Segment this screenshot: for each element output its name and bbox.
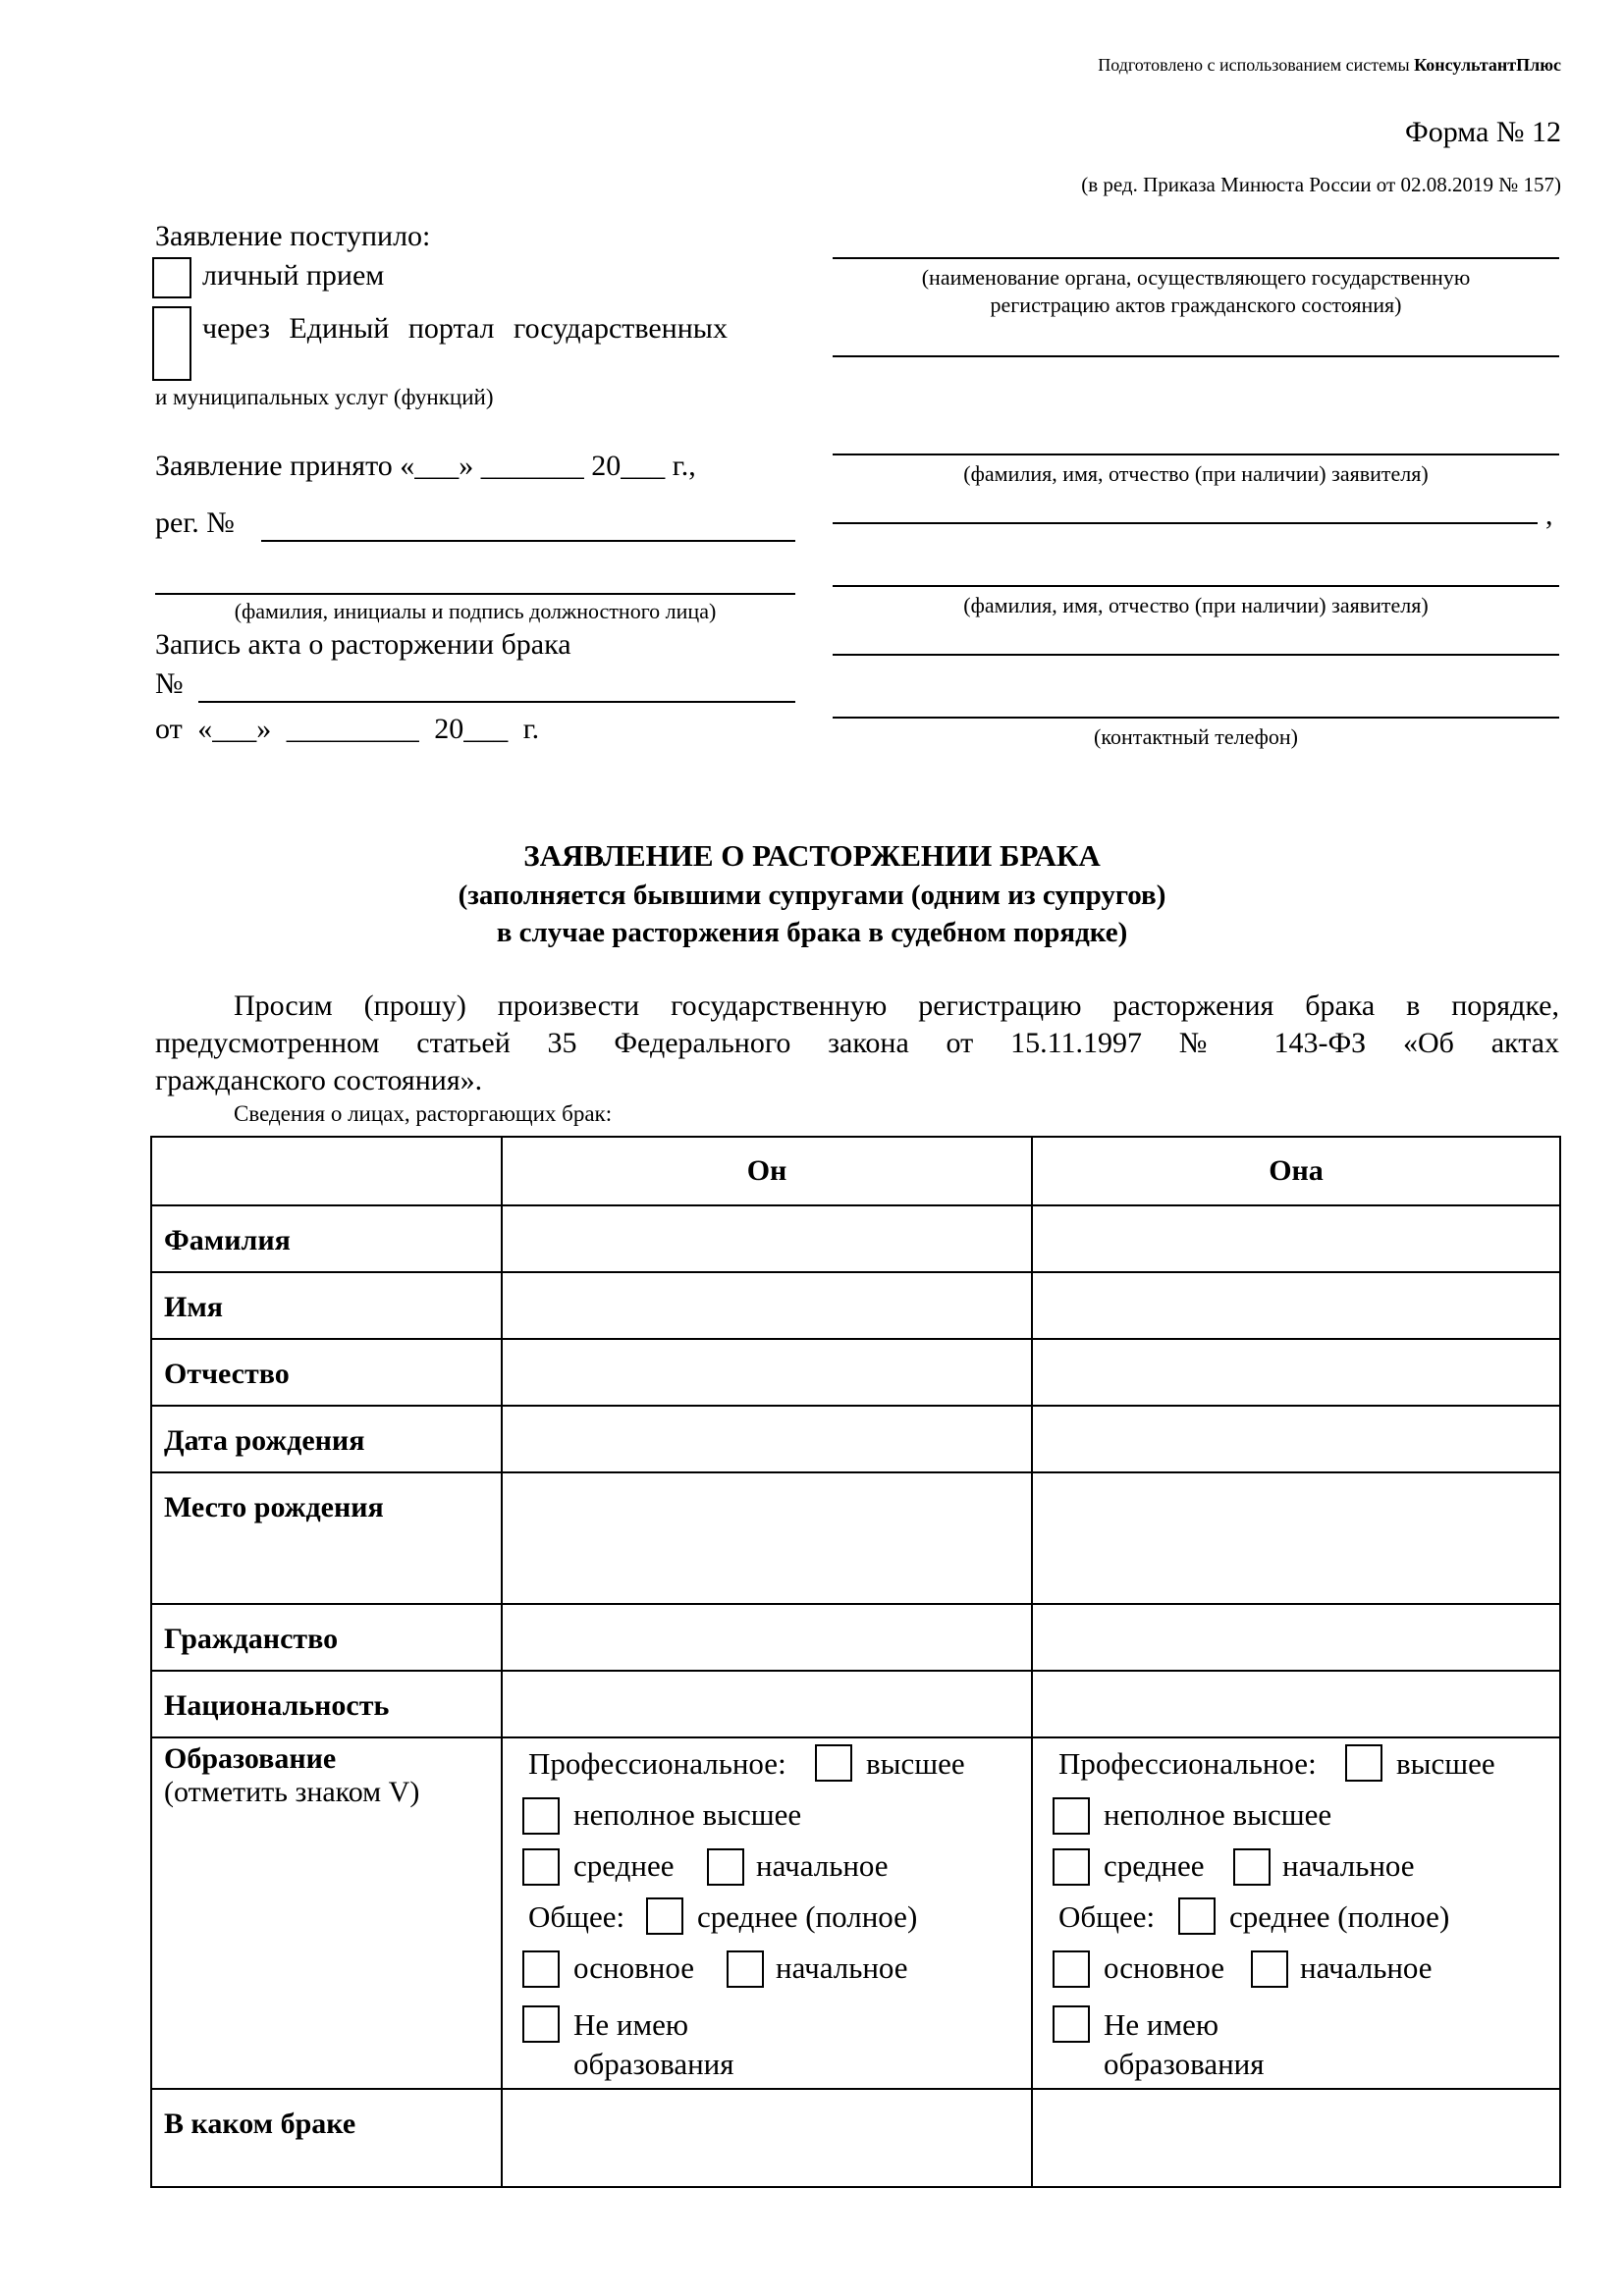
she-higher-checkbox[interactable] bbox=[1345, 1744, 1382, 1782]
row-label-birth-date: Дата рождения bbox=[151, 1406, 502, 1472]
he-primary-label: начальное bbox=[756, 1848, 889, 1883]
row-label-surname: Фамилия bbox=[151, 1205, 502, 1272]
document-subtitle-1: (заполняется бывшими супругами (одним из супругов) bbox=[458, 880, 1166, 911]
document-subtitle-2: в случае расторжения брака в судебном порядке) bbox=[496, 917, 1128, 948]
official-signature-line[interactable] bbox=[155, 593, 795, 595]
column-she: Она bbox=[1032, 1137, 1560, 1205]
table-header-row bbox=[151, 1137, 1560, 1205]
she-basic-checkbox[interactable] bbox=[1053, 1950, 1090, 1988]
she-name-cell[interactable] bbox=[1032, 1272, 1560, 1339]
record-number-line[interactable] bbox=[198, 701, 795, 703]
phone-line[interactable] bbox=[833, 717, 1559, 719]
row-label-nationality: Национальность bbox=[151, 1671, 502, 1737]
he-general-primary-label: начальное bbox=[776, 1950, 908, 1985]
she-secondary-full-checkbox[interactable] bbox=[1178, 1897, 1216, 1935]
header-empty bbox=[151, 1137, 502, 1205]
she-education-options bbox=[1033, 1738, 1559, 2087]
record-label: Запись акта о расторжении брака bbox=[155, 628, 571, 661]
she-basic-label: основное bbox=[1104, 1950, 1224, 1985]
he-incomplete-higher-label: неполное высшее bbox=[573, 1797, 802, 1832]
applicant-caption-2: (фамилия, имя, отчество (при наличии) заявителя) bbox=[963, 593, 1429, 617]
he-general-label: Общее: bbox=[528, 1899, 625, 1934]
row-label-citizenship: Гражданство bbox=[151, 1604, 502, 1671]
phone-caption: (контактный телефон) bbox=[1094, 724, 1298, 749]
he-incomplete-higher-checkbox[interactable] bbox=[522, 1797, 560, 1835]
education-note: (отметить знаком V) bbox=[164, 1776, 420, 1808]
he-education-options bbox=[503, 1738, 1031, 2087]
he-none-label-2: образования bbox=[573, 2047, 734, 2081]
table-row bbox=[151, 1406, 1560, 1472]
he-secondary-checkbox[interactable] bbox=[522, 1848, 560, 1886]
he-birth-date-cell[interactable] bbox=[502, 1406, 1032, 1472]
he-general-primary-checkbox[interactable] bbox=[727, 1950, 764, 1988]
row-label-education-cell bbox=[151, 1737, 502, 2089]
edition-note: (в ред. Приказа Минюста России от 02.08.2019 № 157) bbox=[1081, 173, 1561, 196]
row-label-marriage: В каком браке bbox=[151, 2089, 502, 2187]
row-label-education: Образование bbox=[164, 1742, 337, 1775]
row-label-birth-place: Место рождения bbox=[151, 1472, 502, 1604]
prepared-brand: КонсультантПлюс bbox=[1414, 55, 1561, 75]
option-personal: личный прием bbox=[202, 259, 385, 292]
he-professional-label: Профессиональное: bbox=[528, 1746, 786, 1781]
he-nationality-cell[interactable] bbox=[502, 1671, 1032, 1737]
he-higher-label: высшее bbox=[866, 1746, 965, 1781]
table-row bbox=[151, 1472, 1560, 1604]
official-caption: (фамилия, инициалы и подпись должностного лица) bbox=[234, 599, 717, 623]
he-primary-checkbox[interactable] bbox=[707, 1848, 744, 1886]
record-date-label: от «___» _________ 20___ г. bbox=[155, 713, 540, 745]
he-secondary-full-label: среднее (полное) bbox=[697, 1899, 918, 1934]
he-secondary-label: среднее bbox=[573, 1848, 675, 1883]
body-line-3: гражданского состояния». bbox=[155, 1064, 483, 1096]
table-row bbox=[151, 1604, 1560, 1671]
row-label-patronymic: Отчество bbox=[151, 1339, 502, 1406]
he-basic-label: основное bbox=[573, 1950, 694, 1985]
she-patronymic-cell[interactable] bbox=[1032, 1339, 1560, 1406]
table-row bbox=[151, 1339, 1560, 1406]
she-marriage-cell[interactable] bbox=[1032, 2089, 1560, 2187]
she-secondary-full-label: среднее (полное) bbox=[1229, 1899, 1450, 1934]
he-patronymic-cell[interactable] bbox=[502, 1339, 1032, 1406]
she-incomplete-higher-label: неполное высшее bbox=[1104, 1797, 1332, 1832]
she-surname-cell[interactable] bbox=[1032, 1205, 1560, 1272]
he-none-checkbox[interactable] bbox=[522, 2005, 560, 2043]
persons-label: Сведения о лицах, расторгающих брак: bbox=[234, 1101, 613, 1126]
row-label-name: Имя bbox=[151, 1272, 502, 1339]
she-birth-date-cell[interactable] bbox=[1032, 1406, 1560, 1472]
organ-caption-1: (наименование органа, осуществляющего государственную bbox=[921, 265, 1471, 290]
he-citizenship-cell[interactable] bbox=[502, 1604, 1032, 1671]
he-higher-checkbox[interactable] bbox=[815, 1744, 852, 1782]
body-line-1: Просим (прошу) произвести государственную регистрацию расторжения брака в порядке, bbox=[234, 989, 1559, 1022]
organ-line-2[interactable] bbox=[833, 355, 1559, 357]
he-education-cell bbox=[502, 1737, 1032, 2089]
he-name-cell[interactable] bbox=[502, 1272, 1032, 1339]
reg-label: рег. № bbox=[155, 507, 235, 539]
he-secondary-full-checkbox[interactable] bbox=[646, 1897, 683, 1935]
she-none-label-2: образования bbox=[1104, 2047, 1265, 2081]
document-title: ЗАЯВЛЕНИЕ О РАСТОРЖЕНИИ БРАКА bbox=[523, 838, 1101, 873]
prepared-note bbox=[1098, 55, 1561, 76]
table-row bbox=[151, 1737, 1560, 2089]
applicant-line-2[interactable] bbox=[833, 522, 1538, 524]
organ-caption-2: регистрацию актов гражданского состояния) bbox=[990, 293, 1402, 317]
she-secondary-label: среднее bbox=[1104, 1848, 1205, 1883]
he-basic-checkbox[interactable] bbox=[522, 1950, 560, 1988]
reg-number-line[interactable] bbox=[261, 540, 795, 542]
portal-checkbox[interactable] bbox=[152, 306, 191, 381]
he-marriage-cell[interactable] bbox=[502, 2089, 1032, 2187]
organ-line-1[interactable] bbox=[833, 257, 1559, 259]
she-general-primary-checkbox[interactable] bbox=[1251, 1950, 1288, 1988]
she-birth-place-cell[interactable] bbox=[1032, 1472, 1560, 1604]
she-primary-checkbox[interactable] bbox=[1233, 1848, 1271, 1886]
persons-table bbox=[150, 1136, 1561, 2188]
applicant-caption-1: (фамилия, имя, отчество (при наличии) заявителя) bbox=[963, 461, 1429, 486]
she-professional-label: Профессиональное: bbox=[1058, 1746, 1317, 1781]
she-nationality-cell[interactable] bbox=[1032, 1671, 1560, 1737]
she-education-cell bbox=[1032, 1737, 1560, 2089]
he-surname-cell[interactable] bbox=[502, 1205, 1032, 1272]
prepared-prefix: Подготовлено с использованием системы bbox=[1098, 55, 1415, 75]
form-number: Форма № 12 bbox=[1405, 116, 1561, 148]
applicant-line-4[interactable] bbox=[833, 654, 1559, 656]
table-row bbox=[151, 1272, 1560, 1339]
option-portal-cont: и муниципальных услуг (функций) bbox=[155, 385, 494, 409]
she-none-label-1: Не имею bbox=[1104, 2007, 1219, 2042]
she-primary-label: начальное bbox=[1282, 1848, 1415, 1883]
applicant-comma: , bbox=[1545, 499, 1553, 531]
she-general-label: Общее: bbox=[1058, 1899, 1156, 1934]
accepted-label: Заявление принято «___» _______ 20___ г., bbox=[155, 450, 696, 482]
table-row bbox=[151, 2089, 1560, 2187]
body-line-2: предусмотренном статьей 35 Федерального закона от 15.11.1997 № 143-ФЗ «Об актах bbox=[155, 1027, 1559, 1059]
he-birth-place-cell[interactable] bbox=[502, 1472, 1032, 1604]
she-general-primary-label: начальное bbox=[1300, 1950, 1433, 1985]
she-none-checkbox[interactable] bbox=[1053, 2005, 1090, 2043]
table-row bbox=[151, 1205, 1560, 1272]
option-portal: через Единый портал государственных bbox=[202, 312, 728, 345]
he-none-label-1: Не имею bbox=[573, 2007, 689, 2042]
she-incomplete-higher-checkbox[interactable] bbox=[1053, 1797, 1090, 1835]
applicant-line-3[interactable] bbox=[833, 585, 1559, 587]
applicant-line-1[interactable] bbox=[833, 454, 1559, 455]
record-number-label: № bbox=[155, 667, 184, 700]
table-row bbox=[151, 1671, 1560, 1737]
received-label: Заявление поступило: bbox=[155, 220, 431, 252]
she-citizenship-cell[interactable] bbox=[1032, 1604, 1560, 1671]
personal-checkbox[interactable] bbox=[152, 257, 191, 298]
she-secondary-checkbox[interactable] bbox=[1053, 1848, 1090, 1886]
she-higher-label: высшее bbox=[1396, 1746, 1495, 1781]
column-he: Он bbox=[502, 1137, 1032, 1205]
